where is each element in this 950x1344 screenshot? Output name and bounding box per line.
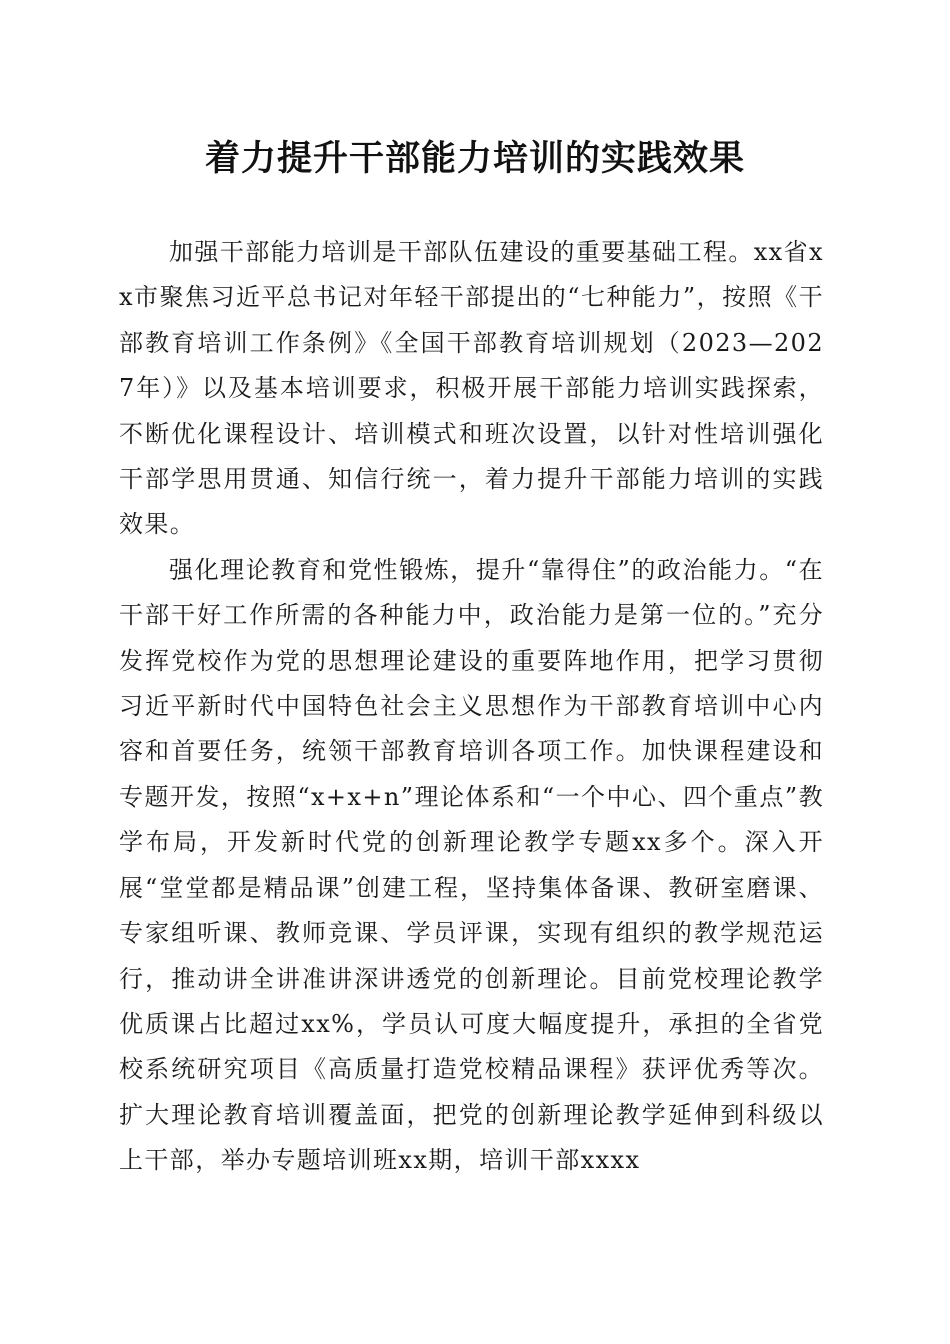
- paragraph-intro: 加强干部能力培训是干部队伍建设的重要基础工程。xx省xx市聚焦习近平总书记对年轻干部提出的“七种能力”，按照《干部教育培训工作条例》《全国干部教育培训规划（2023—2027年）》以及基本培训要求，积极开展干部能力培训实践探索，不断优化课程设计、培训模式和班次设置，以针对性培训强化干部学思用贯通、知信行统一，着力提升干部能力培训的实践效果。: [119, 238, 824, 539]
- document-title: 着力提升干部能力培训的实践效果: [204, 138, 745, 179]
- paragraph-political-ability: 强化理论教育和党性锻炼，提升“靠得住”的政治能力。“在干部干好工作所需的各种能力中，政治能力是第一位的。”充分发挥党校作为党的思想理论建设的重要阵地作用，把学习贯彻习近平新时代中国特色社会主义思想作为干部教育培训中心内容和首要任务，统领干部教育培训各项工作。加快课程建设和专题开发，按照“x+x+n”理论体系和“一个中心、四个重点”教学布局，开发新时代党的创新理论教学专题xx多个。深入开展“堂堂都是精品课”创建工程，坚持集体备课、教研室磨课、专家组听课、教师竞课、学员评课，实现有组织的教学规范运行，推动讲全讲准讲深讲透党的创新理论。目前党校理论教学优质课占比超过xx%，学员认可度大幅度提升，承担的全省党校系统研究项目《高质量打造党校精品课程》获评优秀等次。扩大理论教育培训覆盖面，把党的创新理论教学延伸到科级以上干部，举办专题培训班xx期，培训干部xxxx: [119, 555, 824, 1175]
- document-body: [119, 230, 824, 1184]
